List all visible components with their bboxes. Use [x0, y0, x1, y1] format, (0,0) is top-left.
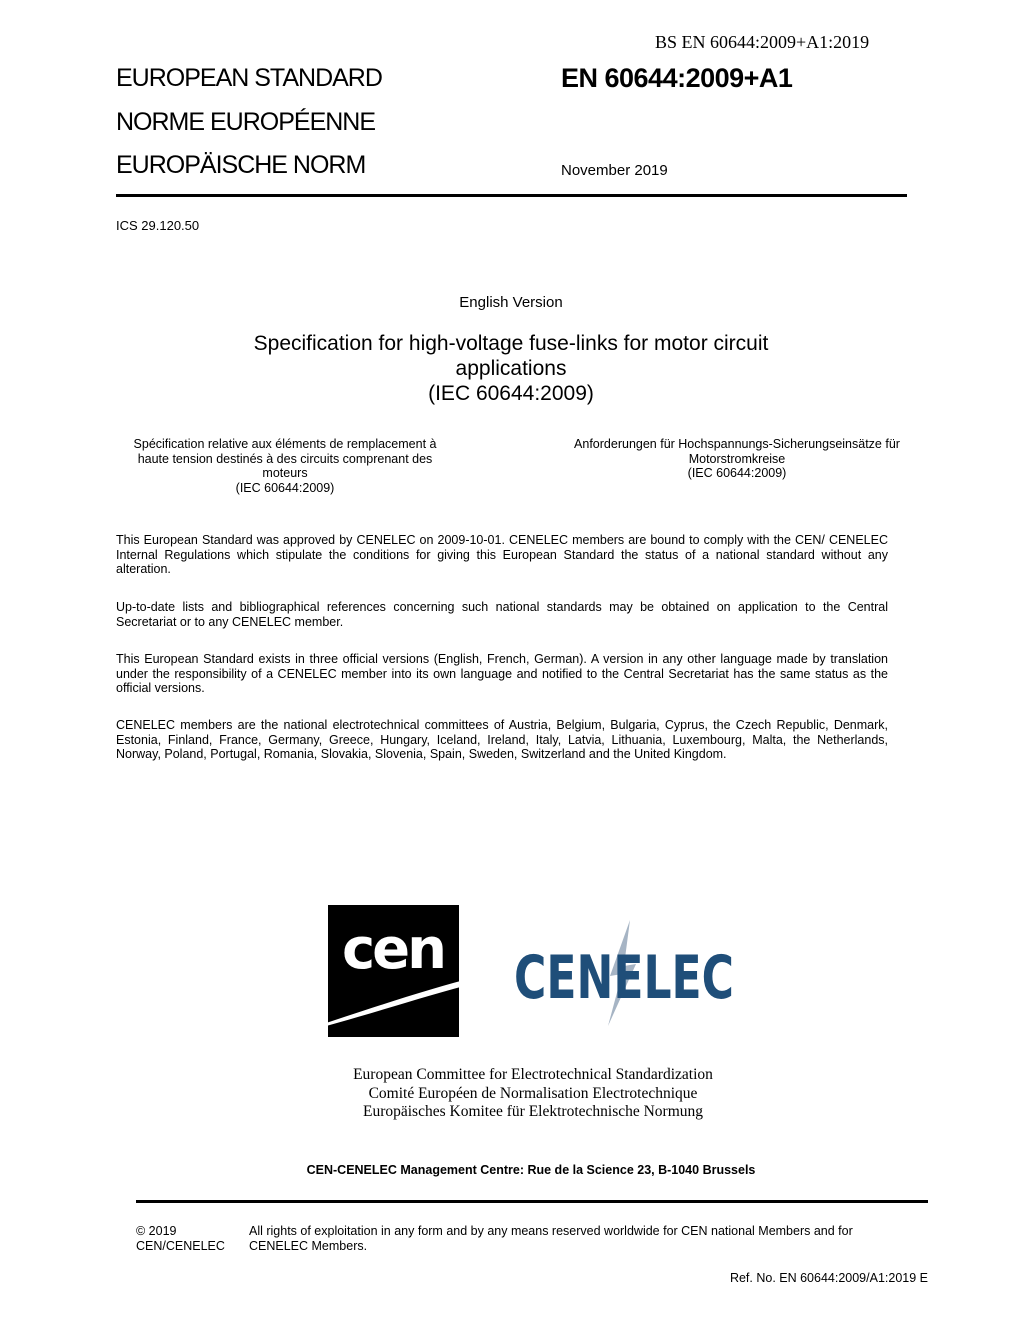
- references-paragraph: Up-to-date lists and bibliographical references concerning such national standards may be obtained on application to the Central Secretariat or to any CENELEC member.: [116, 600, 888, 629]
- copyright-line: CEN/CENELEC: [136, 1238, 225, 1253]
- german-title-line: (IEC 60644:2009): [687, 466, 787, 480]
- committee-name-fr: Comité Européen de Normalisation Electrotechnique: [368, 1084, 698, 1102]
- french-title-line: moteurs: [262, 466, 308, 480]
- german-title: [562, 437, 912, 481]
- members-paragraph: CENELEC members are the national electrotechnical committees of Austria, Belgium, Bulgaria, Cyprus, the Czech Republic, Denmark, Estonia, Finland, France, Germany, Greece, Hungary, Iceland, Ireland, Italy, Latvia, Lithuania, Luxembourg, Malta, the Netherlands, Norway, Poland, Portugal, Romania, Slovakia, Slovenia, Spain, Sweden, Switzerland and the United Kingdom.: [116, 718, 888, 761]
- committee-name-de: Europäisches Komitee für Elektrotechnische Normung: [362, 1103, 704, 1120]
- french-title-line: (IEC 60644:2009): [235, 480, 335, 495]
- standard-label-fr: NORME EUROPÉENNE: [116, 108, 376, 136]
- title-line: Specification for high-voltage fuse-links for motor circuit: [253, 332, 769, 355]
- cenelec-logo-text: CENELEC: [514, 943, 734, 1013]
- title-line: applications: [455, 357, 567, 380]
- committee-name-en: European Committee for Electrotechnical Standardization: [353, 1066, 713, 1083]
- title-line: (IEC 60644:2009): [428, 382, 594, 405]
- publication-date: November 2019: [561, 162, 668, 179]
- french-title-line: haute tension destinés à des circuits comprenant des: [137, 451, 433, 466]
- approval-paragraph: This European Standard was approved by CENELEC on 2009-10-01. CENELEC members are bound to comply with the CEN/ CENELEC Internal Regulations which stipulate the conditions for giving this European Standard the status of a national standard without any alteration.: [116, 533, 888, 576]
- document-identifier: BS EN 60644:2009+A1:2019: [655, 32, 870, 52]
- standard-label-de: EUROPÄISCHE NORM: [116, 151, 366, 179]
- rights-notice: [249, 1224, 889, 1253]
- standard-label-en: EUROPEAN STANDARD: [116, 64, 382, 92]
- standard-number: EN 60644:2009+A1: [561, 63, 793, 93]
- cen-logo-text: cen: [341, 917, 445, 982]
- cen-logo-icon: [308, 905, 478, 1037]
- version-label: English Version: [459, 294, 563, 311]
- versions-paragraph: This European Standard exists in three official versions (English, French, German). A version in any other language made by translation under the responsibility of a CENELEC member into its own language and notified to the Central Secretariat has the same status as the official versions.: [116, 652, 888, 695]
- footer-rule: [136, 1200, 928, 1203]
- management-centre-address: CEN-CENELEC Management Centre: Rue de la Science 23, B-1040 Brussels: [306, 1163, 756, 1177]
- ics-code: ICS 29.120.50: [116, 218, 200, 233]
- document-title: [200, 331, 822, 406]
- german-title-line: Motorstromkreise: [688, 451, 786, 466]
- committee-names: [316, 1066, 750, 1122]
- copyright: [136, 1224, 246, 1253]
- french-title: [120, 437, 450, 495]
- german-title-line: Anforderungen für Hochspannungs-Sicherungseinsätze für: [574, 437, 900, 451]
- french-title-line: Spécification relative aux éléments de remplacement à: [133, 437, 437, 451]
- rights-line: All rights of exploitation in any form and by any means reserved worldwide for CEN national Members and for: [249, 1224, 853, 1238]
- rights-line: CENELEC Members.: [249, 1238, 368, 1253]
- copyright-line: © 2019: [136, 1224, 177, 1238]
- header-rule: [116, 194, 907, 197]
- cenelec-logo-icon: [512, 918, 737, 1028]
- reference-number: Ref. No. EN 60644:2009/A1:2019 E: [729, 1271, 928, 1285]
